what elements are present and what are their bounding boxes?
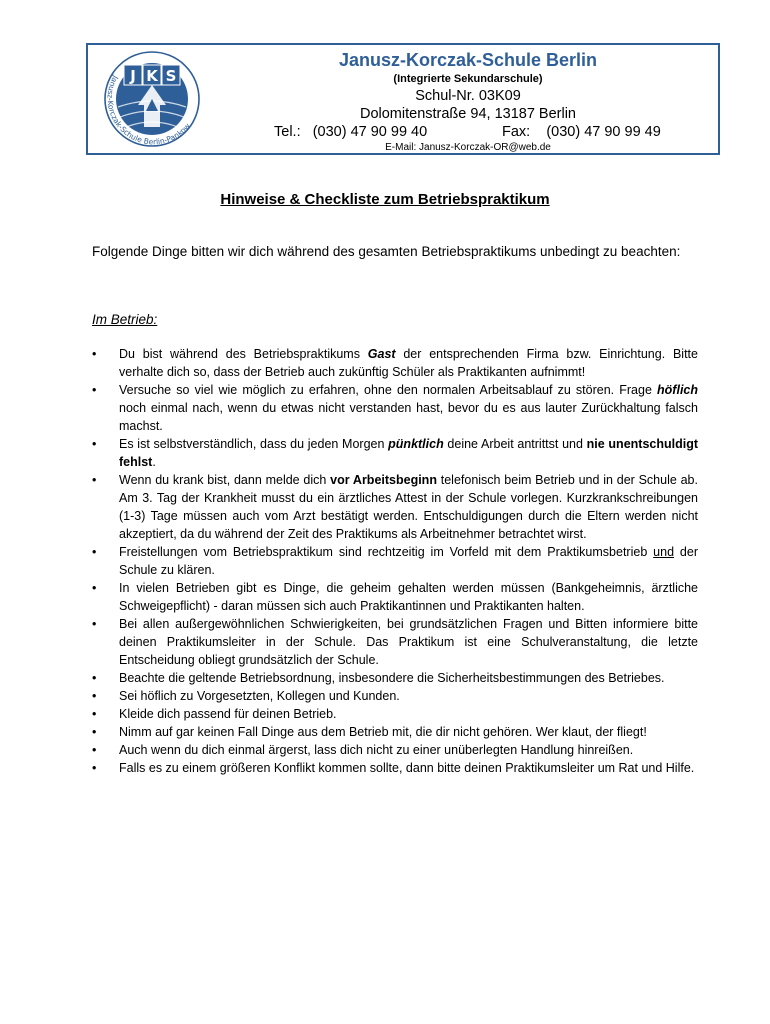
list-item: • Versuche so viel wie möglich zu erfahren, ohne den normalen Arbeitsablauf zu stören. Frage höflich noch einmal nach, wenn du etwas nicht verstanden hast, bevor du es aus lauter Zurückhaltung falsch machst. [92, 381, 698, 435]
tel-label: Tel.: [274, 124, 301, 140]
list-item: • Nimm auf gar keinen Fall Dinge aus dem Betrieb mit, die dir nicht gehören. Wer klaut, der fliegt! [92, 723, 698, 741]
contact-row [248, 123, 688, 141]
list-item: • Auch wenn du dich einmal ärgerst, lass dich nicht zu einer unüberlegten Handlung hinreißen. [92, 741, 698, 759]
school-info [248, 49, 688, 154]
list-item: • Bei allen außergewöhnlichen Schwierigkeiten, bei grundsätzlichen Fragen und Bitten informiere bitte deinen Praktikumsleiter in der Schule. Das Praktikum ist eine Schulveranstaltung, die letzte Entscheidung obliegt grundsätzlich der Schule. [92, 615, 698, 669]
fax-label: Fax: [502, 124, 531, 140]
checklist [92, 345, 698, 777]
fax-number: (030) 47 90 99 49 [546, 124, 661, 140]
intro-paragraph: Folgende Dinge bitten wir dich während des gesamten Betriebspraktikums unbedingt zu beachten: [92, 244, 681, 259]
school-name: Janusz-Korczak-Schule Berlin [338, 50, 598, 70]
list-item: • Falls es zu einem größeren Konflikt kommen sollte, dann bitte deinen Praktikumsleiter um Rat und Hilfe. [92, 759, 698, 777]
letterhead [86, 43, 720, 155]
school-logo [94, 47, 210, 151]
school-type: (Integrierte Sekundarschule) [393, 73, 543, 85]
tel-number: (030) 47 90 99 40 [312, 124, 428, 140]
list-item: • Du bist während des Betriebspraktikums Gast der entsprechenden Firma bzw. Einrichtung. Bitte verhalte dich so, dass der Betrieb auch zukünftig Schüler als Praktikanten aufnimmt! [92, 345, 698, 381]
logo-letter-s: S [165, 67, 177, 85]
list-item: • Freistellungen vom Betriebspraktikum sind rechtzeitig im Vorfeld mit dem Praktikumsbetrieb und der Schule zu klären. [92, 543, 698, 579]
list-item: • Kleide dich passend für deinen Betrieb. [92, 705, 698, 723]
list-item: • In vielen Betrieben gibt es Dinge, die geheim gehalten werden müssen (Bankgeheimnis, ärztliche Schweigepflicht) - daran müssen sich auch Praktikantinnen und Praktikanten halten. [92, 579, 698, 615]
logo-letter-k: K [146, 67, 158, 85]
logo-letter-j: J [130, 67, 136, 85]
list-item: • Sei höflich zu Vorgesetzten, Kollegen und Kunden. [92, 687, 698, 705]
school-number: Schul-Nr. 03K09 [415, 88, 521, 104]
telephone [274, 123, 427, 141]
list-item: • Es ist selbstverständlich, dass du jeden Morgen pünktlich deine Arbeit antrittst und nie unentschuldigt fehlst. [92, 435, 698, 471]
document-title: Hinweise & Checkliste zum Betriebspraktikum [220, 191, 550, 208]
fax [502, 123, 661, 141]
school-email: E-Mail: Janusz-Korczak-OR@web.de [385, 142, 551, 153]
logo-ring-text: Janusz-Korczak-Schule Berlin-Pankow [105, 73, 192, 147]
list-item: • Beachte die geltende Betriebsordnung, insbesondere die Sicherheitsbestimmungen des Betriebes. [92, 669, 698, 687]
section-heading-im-betrieb: Im Betrieb: [92, 312, 158, 327]
list-item: • Wenn du krank bist, dann melde dich vor Arbeitsbeginn telefonisch beim Betrieb und in der Schule ab. Am 3. Tag der Krankheit musst du ein ärztliches Attest in der Schule vorlegen. Kurzkrankschreibungen (1-3) Tage müssen auch vom Arzt bestätigt werden. Entschuldigungen durch die Eltern werden nicht akzeptiert, da du während der Zeit des Praktikums als Arbeitnehmer betrachtet wirst. [92, 471, 698, 543]
school-address: Dolomitenstraße 94, 13187 Berlin [359, 106, 576, 122]
